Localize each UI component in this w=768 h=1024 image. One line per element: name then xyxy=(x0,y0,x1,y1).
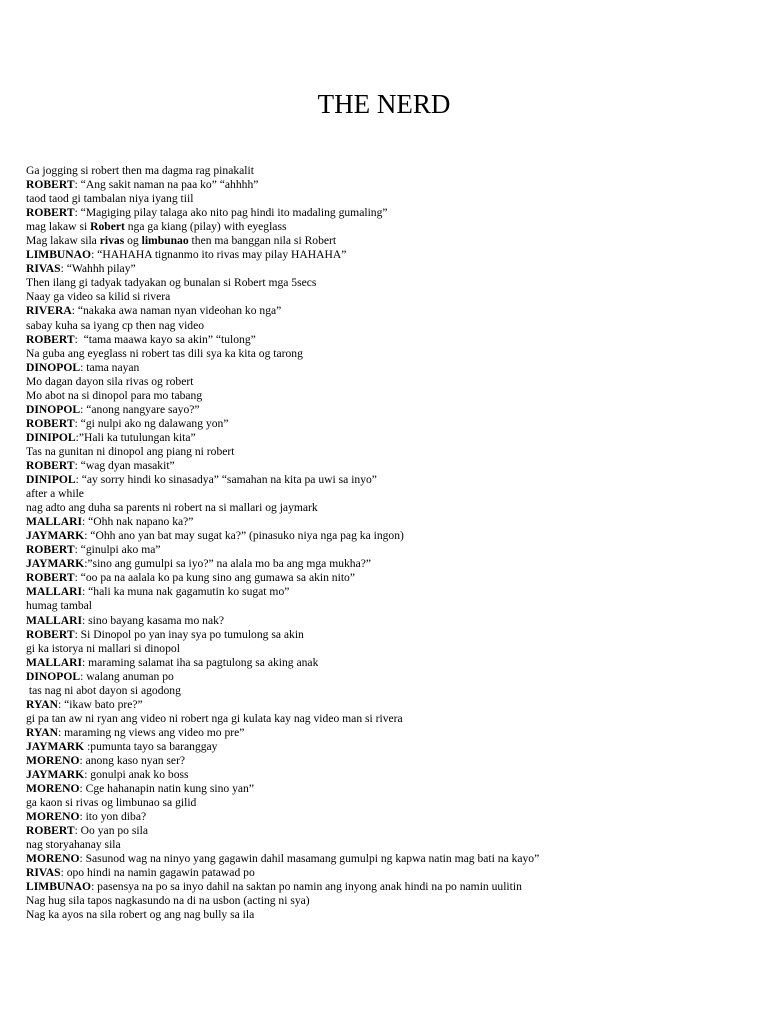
line-text: : “ikaw bato pre?” xyxy=(58,697,143,711)
document-title: THE NERD xyxy=(317,89,451,119)
dialogue-line xyxy=(26,178,746,192)
dialogue-line xyxy=(26,726,746,740)
narration-line xyxy=(26,599,746,613)
narration-line xyxy=(26,375,746,389)
line-text: : gonulpi anak ko boss xyxy=(84,768,189,782)
narration-line xyxy=(26,192,746,206)
speaker-name: ROBERT xyxy=(26,178,75,192)
dialogue-line xyxy=(26,866,746,880)
line-text: : “gi nulpi ako ng dalawang yon” xyxy=(74,416,229,430)
line-text: Ga jogging si robert then ma dagma rag pinakalit xyxy=(26,164,254,177)
line-text: : ito yon diba? xyxy=(79,810,147,824)
line-text: : “Wahhh pilay” xyxy=(60,262,136,276)
line-text: taod taod gi tambalan niya iyang tiil xyxy=(26,192,194,206)
line-text: then ma banggan nila si Robert xyxy=(188,234,337,248)
line-text: : “hali ka muna nak gagamutin ko sugat mo” xyxy=(82,585,290,599)
speaker-name: ROBERT xyxy=(26,458,75,472)
speaker-name: JAYMARK xyxy=(26,768,85,782)
speaker-name: RYAN xyxy=(26,725,59,739)
script-body xyxy=(26,164,746,923)
speaker-name: ROBERT xyxy=(26,206,75,220)
dialogue-line xyxy=(26,473,746,487)
narration-line xyxy=(26,389,746,403)
dialogue-line xyxy=(26,698,746,712)
line-text: Na guba ang eyeglass ni robert tas dili sya ka kita og tarong xyxy=(26,346,303,360)
dialogue-line xyxy=(26,206,746,220)
speaker-name: ROBERT xyxy=(26,627,75,641)
speaker-name: RYAN xyxy=(26,697,59,711)
narration-line xyxy=(26,838,746,852)
dialogue-line xyxy=(26,585,746,599)
speaker-name: MALLARI xyxy=(26,655,83,669)
dialogue-line xyxy=(26,824,746,838)
dialogue-line xyxy=(26,361,746,375)
line-text: nag storyahanay sila xyxy=(26,838,121,852)
line-text: nga ga kiang (pilay) with eyeglass xyxy=(124,220,287,234)
dialogue-line xyxy=(26,614,746,628)
speaker-name: MALLARI xyxy=(26,515,83,529)
speaker-name: DINIPOL xyxy=(26,473,76,487)
line-text: : Oo yan po sila xyxy=(74,824,148,838)
dialogue-line xyxy=(26,417,746,431)
narration-line xyxy=(26,319,746,333)
dialogue-line xyxy=(26,852,746,866)
speaker-name: MORENO xyxy=(26,782,80,796)
narration-line xyxy=(26,908,746,922)
line-text: : sino bayang kasama mo nak? xyxy=(82,613,225,627)
dialogue-line xyxy=(26,656,746,670)
line-text: : “tama maawa kayo sa akin” “tulong” xyxy=(74,332,256,346)
line-text: ga kaon si rivas og limbunao sa gilid xyxy=(26,796,197,810)
line-text: : “oo pa na aalala ko pa kung sino ang gumawa sa akin nito” xyxy=(74,571,355,585)
narration-line xyxy=(26,487,746,501)
narration-line xyxy=(26,796,746,810)
dialogue-line xyxy=(26,740,746,754)
line-text: Naay ga video sa kilid si rivera xyxy=(26,290,171,304)
speaker-name: LIMBUNAO xyxy=(26,248,92,262)
dialogue-line xyxy=(26,880,746,894)
line-text: : maraming salamat iha sa pagtulong sa aking anak xyxy=(82,655,319,669)
line-text: gi pa tan aw ni ryan ang video ni robert nga gi kulata kay nag video man si rivera xyxy=(26,711,403,725)
line-text: : “ay sorry hindi ko sinasadya” “samahan na kita pa uwi sa inyo” xyxy=(75,473,377,487)
speaker-name: MORENO xyxy=(26,852,80,866)
dialogue-line xyxy=(26,543,746,557)
line-text: : walang anuman po xyxy=(80,669,174,683)
dialogue-line xyxy=(26,670,746,684)
line-text: : “Ohh nak napano ka?” xyxy=(82,515,194,529)
line-text: : maraming ng views ang video mo pre” xyxy=(58,725,245,739)
line-text: humag tambal xyxy=(26,599,93,613)
narration-line xyxy=(26,234,746,248)
dialogue-line xyxy=(26,557,746,571)
line-text: :pumunta tayo sa baranggay xyxy=(84,739,218,753)
narration-line xyxy=(26,712,746,726)
line-text: : “HAHAHA tignanmo ito rivas may pilay HAHAHA” xyxy=(91,248,347,262)
speaker-name: DINIPOL xyxy=(26,430,76,444)
speaker-name: DINOPOL xyxy=(26,402,81,416)
speaker-name: MORENO xyxy=(26,753,80,767)
dialogue-line xyxy=(26,754,746,768)
line-text: Nag hug sila tapos nagkasundo na di na usbon (acting ni sya) xyxy=(26,894,310,908)
dialogue-line xyxy=(26,403,746,417)
line-text: : anong kaso nyan ser? xyxy=(79,753,186,767)
speaker-name: DINOPOL xyxy=(26,360,81,374)
line-text: after a while xyxy=(26,487,84,501)
speaker-name: RIVAS xyxy=(26,866,61,880)
speaker-name: MORENO xyxy=(26,810,80,824)
line-text: : “Ang sakit naman na paa ko” “ahhhh” xyxy=(74,178,259,192)
character-name: limbunao xyxy=(141,234,189,248)
line-text: Nag ka ayos na sila robert og ang nag bully sa ila xyxy=(26,908,255,922)
line-text: Mag lakaw sila xyxy=(26,234,100,248)
narration-line xyxy=(26,290,746,304)
speaker-name: JAYMARK xyxy=(26,739,85,753)
line-text: : tama nayan xyxy=(80,360,140,374)
narration-line xyxy=(26,220,746,234)
speaker-name: ROBERT xyxy=(26,332,75,346)
speaker-name: JAYMARK xyxy=(26,557,85,571)
line-text: nag adto ang duha sa parents ni robert na si mallari og jaymark xyxy=(26,501,318,515)
character-name: rivas xyxy=(99,234,125,248)
dialogue-line xyxy=(26,782,746,796)
dialogue-line xyxy=(26,529,746,543)
dialogue-line xyxy=(26,304,746,318)
narration-line xyxy=(26,642,746,656)
narration-line xyxy=(26,347,746,361)
line-text: mag lakaw si xyxy=(26,220,91,234)
line-text: : “Ohh ano yan bat may sugat ka?” (pinasuko niya nga pag ka ingon) xyxy=(84,529,404,543)
character-name: Robert xyxy=(90,220,125,234)
line-text: :”Hali ka tutulungan kita” xyxy=(75,430,196,444)
line-text: : Sasunod wag na ninyo yang gagawin dahil masamang gumulpi ng kapwa natin mag bati na kayo” xyxy=(79,852,540,866)
narration-line xyxy=(26,501,746,515)
narration-line xyxy=(26,164,746,178)
narration-line xyxy=(26,445,746,459)
speaker-name: ROBERT xyxy=(26,571,75,585)
line-text: : “nakaka awa naman nyan videohan ko nga” xyxy=(71,304,282,318)
narration-line xyxy=(26,684,746,698)
dialogue-line xyxy=(26,262,746,276)
speaker-name: MALLARI xyxy=(26,585,83,599)
speaker-name: MALLARI xyxy=(26,613,83,627)
line-text: : Cge hahanapin natin kung sino yan” xyxy=(79,782,254,796)
dialogue-line xyxy=(26,515,746,529)
line-text: : “Magiging pilay talaga ako nito pag hindi ito madaling gumaling” xyxy=(74,206,388,220)
narration-line xyxy=(26,276,746,290)
dialogue-line xyxy=(26,333,746,347)
narration-line xyxy=(26,894,746,908)
speaker-name: JAYMARK xyxy=(26,529,85,543)
line-text: Then ilang gi tadyak tadyakan og bunalan si Robert mga 5secs xyxy=(26,276,317,290)
dialogue-line xyxy=(26,248,746,262)
line-text: : “wag dyan masakit” xyxy=(74,458,175,472)
line-text: : pasensya na po sa inyo dahil na saktan po namin ang inyong anak hindi na po namin uulitin xyxy=(91,880,522,894)
speaker-name: DINOPOL xyxy=(26,669,81,683)
line-text: : Si Dinopol po yan inay sya po tumulong sa akin xyxy=(74,627,304,641)
line-text: sabay kuha sa iyang cp then nag video xyxy=(26,318,205,332)
line-text: Tas na gunitan ni dinopol ang piang ni robert xyxy=(26,444,235,458)
speaker-name: ROBERT xyxy=(26,543,75,557)
speaker-name: RIVERA xyxy=(26,304,72,318)
line-text: : “anong nangyare sayo?” xyxy=(80,402,200,416)
line-text: Mo abot na si dinopol para mo tabang xyxy=(26,388,203,402)
dialogue-line xyxy=(26,431,746,445)
line-text: : “ginulpi ako ma” xyxy=(74,543,161,557)
speaker-name: LIMBUNAO xyxy=(26,880,92,894)
speaker-name: RIVAS xyxy=(26,262,61,276)
dialogue-line xyxy=(26,768,746,782)
speaker-name: ROBERT xyxy=(26,416,75,430)
dialogue-line xyxy=(26,628,746,642)
line-text: : opo hindi na namin gagawin patawad po xyxy=(60,866,255,880)
dialogue-line xyxy=(26,459,746,473)
dialogue-line xyxy=(26,571,746,585)
speaker-name: ROBERT xyxy=(26,824,75,838)
line-text: Mo dagan dayon sila rivas og robert xyxy=(26,374,194,388)
line-text: gi ka istorya ni mallari si dinopol xyxy=(26,641,180,655)
dialogue-line xyxy=(26,810,746,824)
line-text: :”sino ang gumulpi sa iyo?” na alala mo ba ang mga mukha?” xyxy=(84,557,372,571)
line-text: tas nag ni abot dayon si agodong xyxy=(26,683,181,697)
line-text: og xyxy=(124,234,142,248)
